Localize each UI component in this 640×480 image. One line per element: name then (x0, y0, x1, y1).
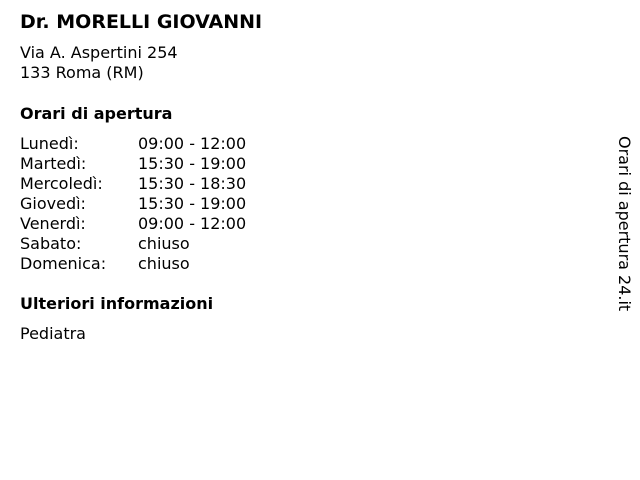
day-label: Martedì: (20, 154, 87, 173)
day-label: Mercoledì: (20, 174, 103, 193)
time-value: 15:30 - 19:00 (138, 154, 247, 173)
day-label: Venerdì: (20, 214, 86, 233)
address-city: 133 Roma (RM) (20, 63, 144, 82)
site-watermark: Orari di apertura 24.it (615, 136, 634, 312)
time-value: 09:00 - 12:00 (138, 134, 247, 153)
day-label: Lunedì: (20, 134, 79, 153)
more-info-text: Pediatra (20, 324, 86, 343)
day-label: Domenica: (20, 254, 107, 273)
time-value: 15:30 - 19:00 (138, 194, 247, 213)
opening-hours-heading: Orari di apertura (20, 104, 173, 123)
more-info-heading: Ulteriori informazioni (20, 294, 214, 313)
time-value: chiuso (138, 234, 190, 253)
address (20, 43, 178, 83)
page-title: Dr. MORELLI GIOVANNI (20, 11, 263, 33)
time-value: chiuso (138, 254, 190, 273)
time-value: 09:00 - 12:00 (138, 214, 247, 233)
address-street: Via A. Aspertini 254 (20, 43, 178, 62)
time-value: 15:30 - 18:30 (138, 174, 247, 193)
day-label: Giovedì: (20, 194, 86, 213)
day-label: Sabato: (20, 234, 82, 253)
